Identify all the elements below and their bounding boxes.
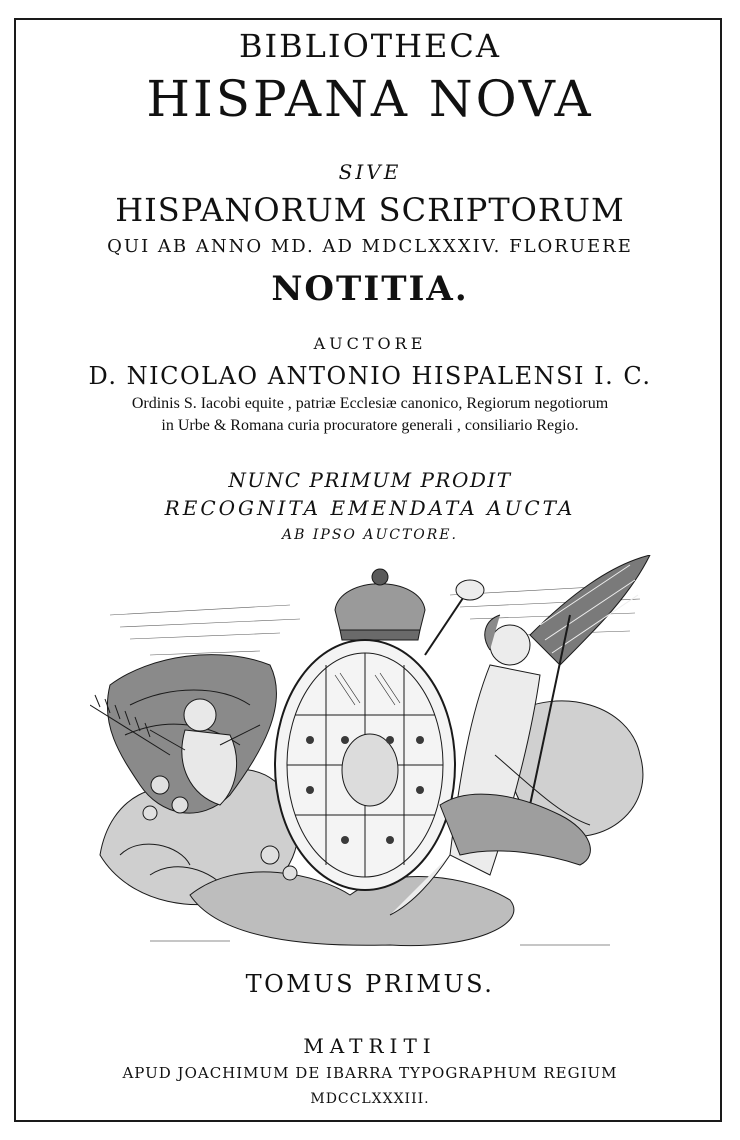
author-label: AUCTORE [313,334,427,353]
wing [530,555,650,665]
title-line-hispana-nova: HISPANA NOVA [146,70,594,128]
author-description-2: in Urbe & Romana curia procuratore generali , consiliario Regio. [161,417,579,434]
title-line-qui-ab-anno: QUI AB ANNO MD. AD MDCLXXXIV. FLORUERE [107,236,633,257]
coat-of-arms-engraving [90,555,660,955]
title-line-notitia: NOTITIA. [271,269,469,309]
title-line-bibliotheca: BIBLIOTHECA [239,27,501,65]
trumpet [425,580,484,655]
imprint-printer: APUD JOACHIMUM DE IBARRA TYPOGRAPHUM REGIUM [122,1064,618,1082]
title-line-hispanorum: HISPANORUM SCRIPTORUM [115,191,625,229]
volume-line: TOMUS PRIMUS. [245,970,495,998]
edition-line-2: RECOGNITA EMENDATA AUCTA [164,496,576,520]
title-line-sive: SIVE [338,160,402,184]
imprint-place: MATRITI [303,1034,437,1058]
author-description-1: Ordinis S. Iacobi equite , patriæ Ecclesiæ canonico, Regiorum negotiorum [131,395,609,412]
author-name: D. NICOLAO ANTONIO HISPALENSI I. C. [88,362,652,390]
shield [275,640,455,890]
imprint-year: MDCCLXXXIII. [310,1091,430,1107]
edition-line-3: AB IPSO AUCTORE. [282,527,458,543]
crown [335,569,425,640]
edition-line-1: NUNC PRIMUM PRODIT [228,468,512,492]
